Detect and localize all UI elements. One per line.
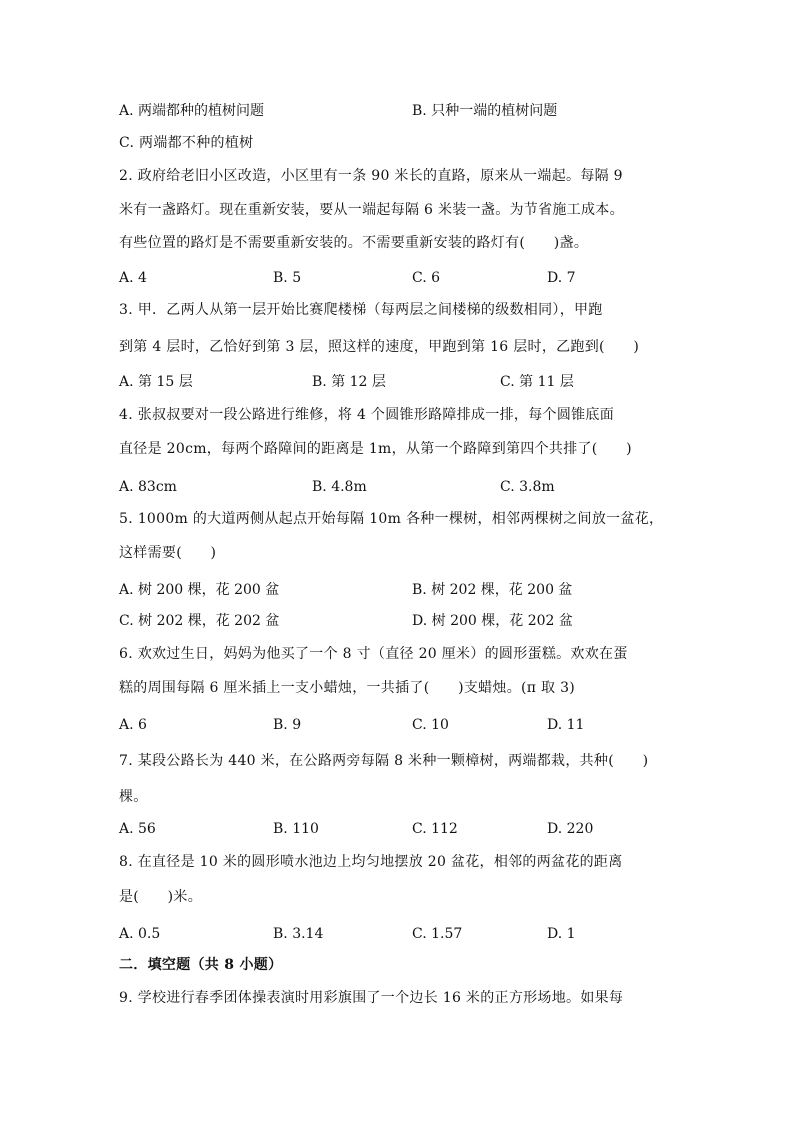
q2-text-line1: 2. 政府给老旧小区改造，小区里有一条 90 米长的直路，原来从一端起。每隔 9: [119, 168, 623, 184]
q4-option-a[interactable]: A. 83cm: [119, 479, 177, 495]
q4-text-line2: 直径是 20cm，每两个路障间的距离是 1m，从第一个路障到第四个共排了( ): [119, 441, 632, 457]
q1-option-b[interactable]: B. 只种一端的植树问题: [412, 103, 558, 119]
q3-text-line1: 3. 甲．乙两人从第一层开始比赛爬楼梯（每两层之间楼梯的级数相同），甲跑: [119, 302, 603, 318]
q9-text-line1: 9. 学校进行春季团体操表演时用彩旗围了一个边长 16 米的正方形场地。如果每: [119, 990, 624, 1006]
q2-text-line2: 米有一盏路灯。现在重新安装，要从一端起每隔 6 米装一盏。为节省施工成本。: [119, 202, 624, 218]
q2-option-a[interactable]: A. 4: [119, 270, 147, 286]
q7-option-c[interactable]: C. 112: [412, 821, 458, 837]
q5-option-a[interactable]: A. 树 200 棵，花 200 盆: [119, 582, 280, 598]
q3-option-c[interactable]: C. 第 11 层: [500, 374, 574, 390]
q4-option-c[interactable]: C. 3.8m: [500, 479, 555, 495]
q5-option-c[interactable]: C. 树 202 棵，花 202 盆: [119, 613, 280, 629]
q2-option-c[interactable]: C. 6: [412, 270, 441, 286]
q5-text-line2: 这样需要( ): [119, 545, 217, 561]
q8-option-c[interactable]: C. 1.57: [412, 926, 463, 942]
q7-option-d[interactable]: D. 220: [547, 821, 594, 837]
q3-option-b[interactable]: B. 第 12 层: [312, 374, 386, 390]
q2-option-d[interactable]: D. 7: [547, 270, 576, 286]
q6-text-line2: 糕的周围每隔 6 厘米插上一支小蜡烛，一共插了( )支蜡烛。(π 取 3): [119, 680, 576, 696]
q4-option-b[interactable]: B. 4.8m: [312, 479, 367, 495]
q7-options: [119, 819, 686, 839]
q4-text-line1: 4. 张叔叔要对一段公路进行维修，将 4 个圆锥形路障排成一排，每个圆锥底面: [119, 407, 615, 423]
q1-options: [119, 101, 686, 121]
q4-options: [119, 477, 686, 497]
q8-text-line2: 是( )米。: [119, 889, 203, 905]
q8-text-line1: 8. 在直径是 10 米的圆形喷水池边上均匀地摆放 20 盆花，相邻的两盆花的距离: [119, 854, 623, 870]
q7-text-line2: 棵。: [119, 789, 148, 805]
q5-options-row2: [119, 611, 686, 631]
q1-option-c[interactable]: C. 两端都不种的植树: [119, 135, 254, 151]
section-heading-fill-in: 二．填空题（共 8 小题）: [119, 957, 283, 973]
q7-text-line1: 7. 某段公路长为 440 米，在公路两旁每隔 8 米种一颗樟树，两端都栽，共种( ): [119, 753, 649, 769]
q3-options: [119, 372, 686, 392]
q6-option-c[interactable]: C. 10: [412, 717, 449, 733]
q5-options-row1: [119, 580, 686, 600]
q5-text-line1: 5. 1000m 的大道两侧从起点开始每隔 10m 各种一棵树，相邻两棵树之间放一盆花，: [119, 511, 664, 527]
q7-option-b[interactable]: B. 110: [273, 821, 319, 837]
q3-option-a[interactable]: A. 第 15 层: [119, 374, 193, 390]
q2-options: [119, 268, 686, 288]
q2-option-b[interactable]: B. 5: [273, 270, 302, 286]
q6-option-d[interactable]: D. 11: [547, 717, 585, 733]
q6-options: [119, 715, 686, 735]
q5-option-d[interactable]: D. 树 200 棵，花 202 盆: [412, 613, 573, 629]
q2-text-line3: 有些位置的路灯是不需要重新安装的。不需要重新安装的路灯有( )盏。: [119, 235, 589, 251]
q7-option-a[interactable]: A. 56: [119, 821, 156, 837]
q8-options: [119, 924, 686, 944]
q6-option-a[interactable]: A. 6: [119, 717, 147, 733]
q8-option-b[interactable]: B. 3.14: [273, 926, 324, 942]
q5-option-b[interactable]: B. 树 202 棵，花 200 盆: [412, 582, 573, 598]
q1-option-a[interactable]: A. 两端都种的植树问题: [119, 103, 265, 119]
q6-option-b[interactable]: B. 9: [273, 717, 302, 733]
q6-text-line1: 6. 欢欢过生日，妈妈为他买了一个 8 寸（直径 20 厘米）的圆形蛋糕。欢欢在蛋: [119, 646, 628, 662]
q8-option-a[interactable]: A. 0.5: [119, 926, 161, 942]
q8-option-d[interactable]: D. 1: [547, 926, 576, 942]
q3-text-line2: 到第 4 层时，乙恰好到第 3 层，照这样的速度，甲跑到第 16 层时，乙跑到( ): [119, 339, 640, 355]
